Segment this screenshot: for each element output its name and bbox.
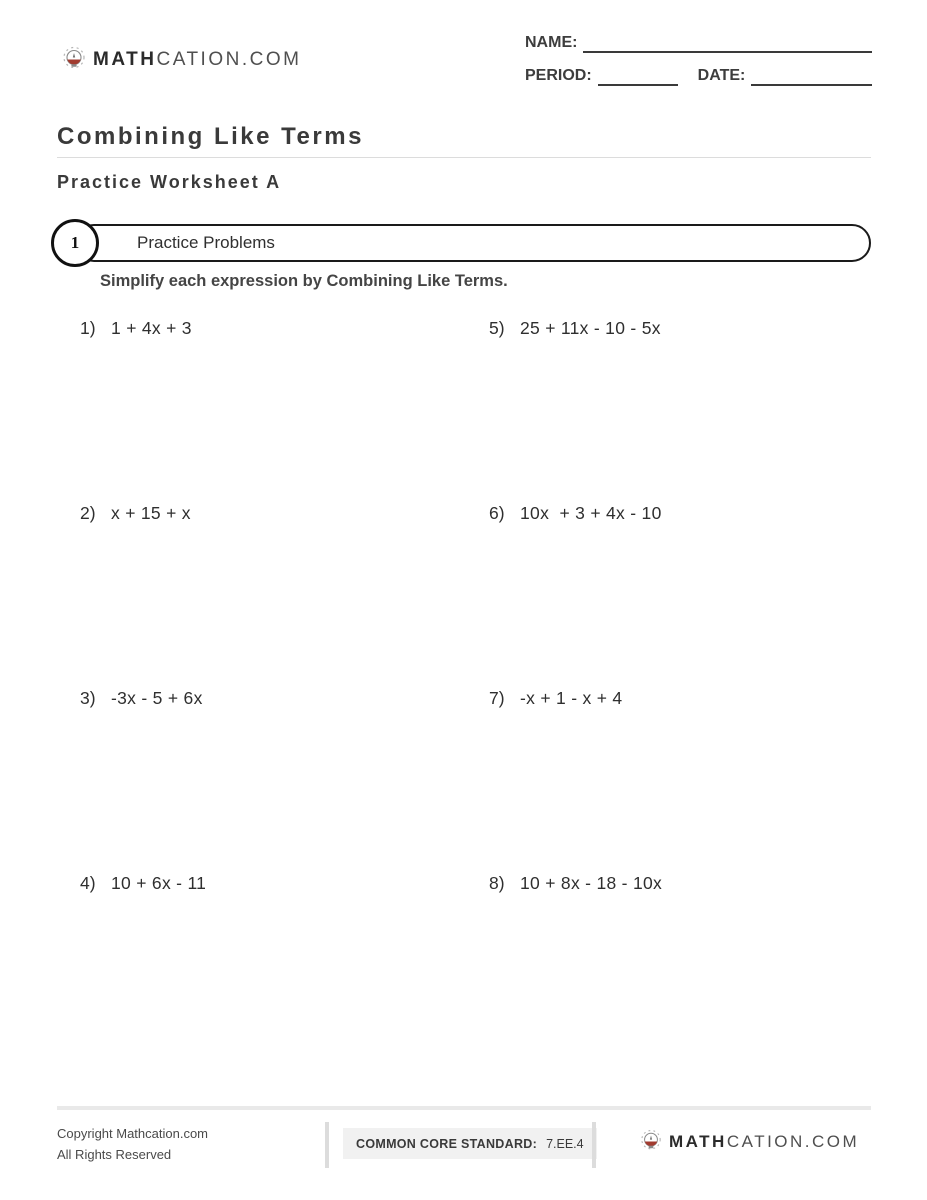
problems-grid — [80, 318, 870, 1058]
standard-value: 7.EE.4 — [546, 1136, 584, 1151]
problem-expression: 10 + 6x - 11 — [111, 873, 207, 893]
problem-number: 7) — [489, 688, 505, 708]
title-divider — [57, 157, 871, 158]
student-info-block — [525, 33, 872, 86]
problem-number: 4) — [80, 873, 96, 893]
mathcation-footer-logo — [640, 1129, 859, 1154]
logo-text-light: CATION.COM — [726, 1131, 860, 1151]
copyright-line-1: Copyright Mathcation.com — [57, 1126, 209, 1141]
standard-label: COMMON CORE STANDARD: — [356, 1136, 538, 1151]
logo-text-bold: MATH — [93, 48, 157, 70]
problem-1 — [80, 318, 489, 503]
problem-4 — [80, 873, 489, 1058]
name-row — [525, 33, 872, 53]
problem-number: 2) — [80, 503, 96, 523]
common-core-badge — [343, 1128, 597, 1159]
copyright-line-2: All Rights Reserved — [57, 1146, 172, 1162]
problem-number: 3) — [80, 688, 96, 708]
problem-number: 6) — [489, 503, 505, 523]
copyright-text — [57, 1124, 208, 1166]
problem-expression: 10x + 3 + 4x - 10 — [520, 503, 662, 523]
problem-6 — [489, 503, 870, 688]
problem-expression: 25 + 11x - 10 - 5x — [520, 318, 661, 338]
lightbulb-icon — [640, 1129, 662, 1154]
instruction-text: Simplify each expression by Combining Like Terms. — [100, 272, 508, 290]
problem-number: 8) — [489, 873, 505, 893]
section-number: 1 — [70, 233, 80, 252]
mathcation-logo — [62, 46, 301, 73]
page-subtitle: Practice Worksheet A — [57, 172, 282, 192]
date-blank-line — [751, 68, 872, 86]
section-banner — [51, 219, 871, 267]
name-blank-line — [583, 35, 872, 53]
section-title-box — [75, 224, 871, 262]
period-blank-line — [598, 68, 678, 86]
problem-8 — [489, 873, 870, 1058]
logo-text-bold: MATH — [669, 1131, 727, 1151]
period-date-row — [525, 66, 872, 86]
problem-expression: 1 + 4x + 3 — [111, 318, 192, 338]
problem-expression: -x + 1 - x + 4 — [520, 688, 623, 708]
period-label: PERIOD: — [525, 67, 592, 84]
footer-vertical-divider — [592, 1122, 596, 1168]
section-title: Practice Problems — [137, 233, 275, 252]
problem-number: 5) — [489, 318, 505, 338]
problem-expression: 10 + 8x - 18 - 10x — [520, 873, 663, 893]
problem-expression: -3x - 5 + 6x — [111, 688, 203, 708]
problem-5 — [489, 318, 870, 503]
problem-expression: x + 15 + x — [111, 503, 191, 523]
logo-text — [93, 49, 301, 71]
page-title: Combining Like Terms — [57, 123, 364, 150]
lightbulb-icon — [62, 46, 86, 73]
footer-divider — [57, 1106, 871, 1110]
problem-number: 1) — [80, 318, 96, 338]
date-label: DATE: — [697, 67, 746, 84]
logo-text — [669, 1132, 859, 1152]
footer-vertical-divider — [325, 1122, 329, 1168]
section-number-circle — [51, 219, 99, 267]
problem-7 — [489, 688, 870, 873]
name-label: NAME: — [525, 34, 578, 51]
problem-3 — [80, 688, 489, 873]
problem-2 — [80, 503, 489, 688]
logo-text-light: CATION.COM — [156, 48, 302, 70]
